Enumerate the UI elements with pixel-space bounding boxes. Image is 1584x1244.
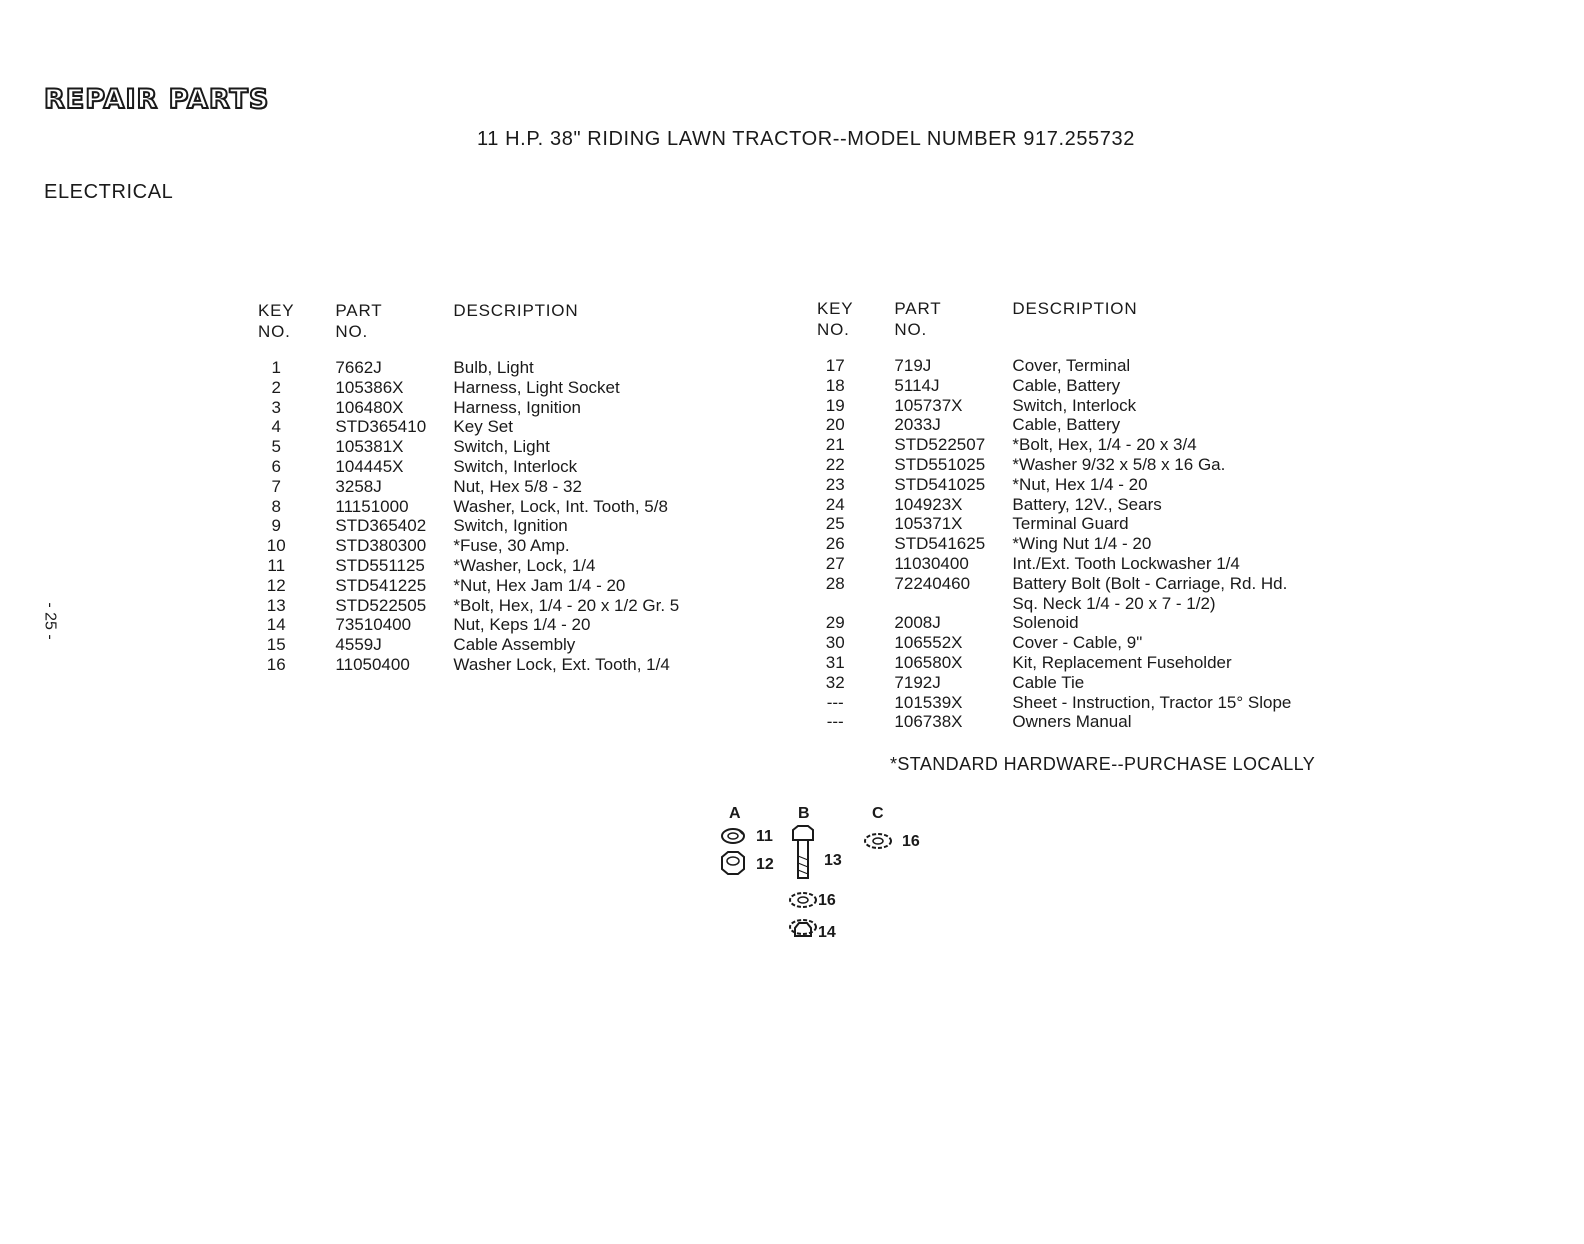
description-cell bbox=[1012, 534, 1291, 554]
parts-table-right bbox=[817, 298, 1291, 732]
part-no-cell: STD522507 bbox=[894, 435, 986, 455]
description-text: Cable, Battery bbox=[1012, 415, 1121, 435]
key-no-cell: 17 bbox=[825, 356, 845, 375]
key-no-cell: 26 bbox=[825, 534, 845, 554]
description-cell bbox=[1012, 653, 1291, 673]
key-no-cell: 6 bbox=[271, 456, 281, 476]
key-no-cell: 23 bbox=[825, 474, 845, 494]
standard-hardware-note: *STANDARD HARDWARE--PURCHASE LOCALLY bbox=[890, 754, 1316, 774]
description-cell bbox=[453, 635, 679, 655]
table-row bbox=[817, 396, 1291, 416]
description-cell bbox=[453, 417, 679, 437]
description-cell bbox=[453, 576, 679, 596]
table-row bbox=[817, 495, 1291, 515]
group-c-label: C bbox=[872, 805, 884, 822]
part-no-cell: 7192J bbox=[894, 672, 941, 692]
hardware-diagram-svg bbox=[700, 800, 940, 950]
description-header: DESCRIPTION bbox=[453, 301, 579, 320]
description-text: Cover, Terminal bbox=[1012, 356, 1131, 375]
description-cell bbox=[453, 655, 679, 675]
part-no-cell: STD522505 bbox=[335, 595, 427, 615]
key-no-cell: 8 bbox=[271, 496, 281, 516]
part-no-cell: 106738X bbox=[894, 712, 963, 732]
description-cell bbox=[453, 457, 679, 477]
key-no-cell: 5 bbox=[271, 437, 281, 457]
part-no-cell: 7662J bbox=[335, 358, 382, 377]
table-row bbox=[817, 455, 1291, 475]
description-text: Int./Ext. Tooth Lockwasher 1/4 bbox=[1012, 553, 1240, 573]
model-title: 11 H.P. 38" RIDING LAWN TRACTOR--MODEL NUMBER 917.255732 bbox=[477, 128, 1135, 150]
ext-tooth-washer-icon bbox=[865, 834, 891, 848]
table-row bbox=[258, 536, 679, 556]
key-no-cell: 3 bbox=[271, 397, 281, 417]
section-title: ELECTRICAL bbox=[44, 181, 174, 203]
key-no-cell: 15 bbox=[266, 635, 286, 655]
description-text-line2: Sq. Neck 1/4 - 20 x 7 - 1/2) bbox=[1012, 593, 1216, 613]
table-row bbox=[258, 477, 679, 497]
part-no-cell: STD365410 bbox=[335, 417, 427, 437]
description-cell bbox=[1012, 455, 1291, 475]
description-text: Harness, Light Socket bbox=[453, 377, 620, 397]
table-row bbox=[817, 514, 1291, 534]
key-no-cell: 19 bbox=[825, 395, 845, 415]
key-no-cell: 29 bbox=[825, 613, 845, 633]
description-text: Nut, Keps 1/4 - 20 bbox=[453, 615, 591, 635]
description-cell bbox=[1012, 633, 1291, 653]
description-cell bbox=[1012, 574, 1291, 614]
callout-12: 12 bbox=[756, 856, 774, 873]
key-no-cell: 16 bbox=[266, 654, 286, 674]
description-cell bbox=[1012, 435, 1291, 455]
callout-16-b: 16 bbox=[818, 892, 836, 909]
part-no-cell: 104923X bbox=[894, 494, 963, 514]
table-row bbox=[258, 516, 679, 536]
description-cell bbox=[453, 596, 679, 616]
parts-table-left bbox=[258, 300, 679, 675]
callout-13: 13 bbox=[824, 852, 842, 869]
description-text: Switch, Ignition bbox=[453, 516, 568, 536]
description-text: Kit, Replacement Fuseholder bbox=[1012, 652, 1232, 672]
table-row bbox=[817, 693, 1291, 713]
description-cell bbox=[1012, 514, 1291, 534]
table-row bbox=[817, 534, 1291, 554]
description-cell bbox=[453, 556, 679, 576]
key-no-cell: 9 bbox=[271, 516, 281, 536]
key-no-cell: 11 bbox=[267, 555, 286, 575]
description-text: Bulb, Light bbox=[453, 358, 534, 377]
description-cell bbox=[453, 378, 679, 398]
lock-washer-icon bbox=[722, 829, 744, 843]
description-cell bbox=[453, 497, 679, 517]
part-no-cell: 2033J bbox=[894, 415, 941, 435]
part-no-cell: 105381X bbox=[335, 437, 404, 457]
table-row bbox=[817, 633, 1291, 653]
key-no-header: KEY NO. bbox=[258, 301, 295, 341]
description-cell bbox=[453, 437, 679, 457]
part-no-cell: STD541225 bbox=[335, 575, 427, 595]
part-no-cell: STD551025 bbox=[894, 454, 986, 474]
description-cell bbox=[1012, 356, 1291, 376]
group-a-label: A bbox=[729, 805, 741, 822]
description-cell bbox=[453, 477, 679, 497]
description-text: *Washer 9/32 x 5/8 x 16 Ga. bbox=[1012, 454, 1226, 474]
description-text: Cable Tie bbox=[1012, 672, 1085, 692]
part-no-cell: 11151000 bbox=[335, 496, 409, 516]
description-text: Sheet - Instruction, Tractor 15° Slope bbox=[1012, 692, 1292, 712]
description-cell bbox=[1012, 613, 1291, 633]
hex-jam-nut-icon bbox=[722, 852, 744, 874]
part-no-cell: 101539X bbox=[894, 692, 963, 712]
description-text: *Bolt, Hex, 1/4 - 20 x 3/4 bbox=[1012, 435, 1197, 455]
key-no-cell: --- bbox=[826, 692, 844, 712]
key-no-cell: 20 bbox=[825, 415, 845, 435]
callout-11: 11 bbox=[756, 828, 773, 845]
description-cell bbox=[1012, 693, 1291, 713]
description-cell bbox=[453, 516, 679, 536]
table-row bbox=[258, 497, 679, 517]
description-text: Solenoid bbox=[1012, 613, 1079, 633]
description-text: Cable, Battery bbox=[1012, 375, 1121, 395]
description-text: Switch, Interlock bbox=[453, 456, 578, 476]
description-text: *Nut, Hex 1/4 - 20 bbox=[1012, 474, 1148, 494]
part-no-cell: STD541025 bbox=[894, 474, 986, 494]
key-no-cell: 21 bbox=[825, 435, 845, 455]
page-number: - 25 - bbox=[41, 602, 59, 640]
table-row bbox=[817, 356, 1291, 376]
table-row bbox=[817, 653, 1291, 673]
part-no-cell: STD541625 bbox=[894, 534, 986, 554]
description-text: Cover - Cable, 9" bbox=[1012, 633, 1143, 653]
description-cell bbox=[1012, 673, 1291, 693]
key-no-cell: --- bbox=[826, 712, 844, 732]
key-no-cell: 7 bbox=[271, 476, 281, 496]
part-no-cell: 4559J bbox=[335, 635, 382, 655]
key-no-cell: 30 bbox=[825, 633, 845, 653]
key-no-cell: 32 bbox=[825, 672, 845, 692]
table-row bbox=[258, 398, 679, 418]
description-cell bbox=[1012, 554, 1291, 574]
part-no-cell: STD380300 bbox=[335, 536, 427, 556]
description-text: *Wing Nut 1/4 - 20 bbox=[1012, 534, 1152, 554]
description-cell bbox=[1012, 396, 1291, 416]
table-row bbox=[258, 358, 679, 378]
table-row bbox=[817, 435, 1291, 455]
description-cell bbox=[453, 536, 679, 556]
key-no-cell: 22 bbox=[825, 454, 845, 474]
description-cell bbox=[453, 398, 679, 418]
key-no-cell: 27 bbox=[825, 553, 845, 573]
table-row bbox=[258, 576, 679, 596]
key-no-cell: 4 bbox=[271, 417, 281, 437]
key-no-cell: 1 bbox=[271, 358, 281, 377]
description-cell bbox=[1012, 495, 1291, 515]
description-header: DESCRIPTION bbox=[1012, 299, 1138, 318]
description-text: Battery Bolt (Bolt - Carriage, Rd. Hd. bbox=[1012, 573, 1288, 593]
description-text: Washer, Lock, Int. Tooth, 5/8 bbox=[453, 496, 668, 516]
part-no-cell: 106552X bbox=[894, 633, 963, 653]
part-no-cell: 5114J bbox=[894, 375, 940, 395]
description-text: *Nut, Hex Jam 1/4 - 20 bbox=[453, 575, 626, 595]
key-no-cell: 12 bbox=[266, 575, 286, 595]
description-text: Terminal Guard bbox=[1012, 514, 1129, 534]
description-text: *Bolt, Hex, 1/4 - 20 x 1/2 Gr. 5 bbox=[453, 595, 680, 615]
description-text: Owners Manual bbox=[1012, 712, 1132, 732]
key-no-cell: 24 bbox=[825, 494, 845, 514]
table-row bbox=[258, 596, 679, 616]
part-no-header: PART NO. bbox=[894, 299, 942, 339]
description-cell bbox=[1012, 376, 1291, 396]
table-row bbox=[258, 457, 679, 477]
table-row bbox=[258, 615, 679, 635]
table-row bbox=[817, 712, 1291, 732]
table-row bbox=[258, 556, 679, 576]
part-no-cell: 73510400 bbox=[335, 615, 412, 635]
part-no-cell: 11030400 bbox=[894, 553, 969, 573]
table-row bbox=[258, 378, 679, 398]
key-no-cell: 31 bbox=[825, 652, 845, 672]
description-text: Switch, Interlock bbox=[1012, 395, 1137, 415]
description-text: Key Set bbox=[453, 417, 513, 437]
description-cell bbox=[453, 358, 679, 378]
key-no-cell: 25 bbox=[825, 514, 845, 534]
part-no-cell: 106580X bbox=[894, 652, 963, 672]
description-text: Battery, 12V., Sears bbox=[1012, 494, 1162, 514]
description-text: Washer Lock, Ext. Tooth, 1/4 bbox=[453, 654, 670, 674]
part-no-cell: 105371X bbox=[894, 514, 963, 534]
description-text: Cable Assembly bbox=[453, 635, 576, 655]
group-b-label: B bbox=[798, 805, 810, 822]
table-row bbox=[258, 655, 679, 675]
description-text: *Fuse, 30 Amp. bbox=[453, 536, 570, 556]
part-no-cell: STD365402 bbox=[335, 516, 427, 536]
table-row bbox=[817, 475, 1291, 495]
description-cell bbox=[1012, 712, 1291, 732]
description-cell bbox=[1012, 475, 1291, 495]
part-no-cell: 104445X bbox=[335, 456, 404, 476]
part-no-cell: 719J bbox=[894, 356, 932, 375]
key-no-cell: 13 bbox=[266, 595, 286, 615]
part-no-cell: 105386X bbox=[335, 377, 404, 397]
key-no-cell: 10 bbox=[266, 536, 286, 556]
table-row bbox=[258, 437, 679, 457]
part-no-cell: 72240460 bbox=[894, 573, 971, 593]
description-text: Harness, Ignition bbox=[453, 397, 581, 417]
description-cell bbox=[453, 615, 679, 635]
hex-bolt-icon bbox=[793, 826, 813, 878]
description-text: *Washer, Lock, 1/4 bbox=[453, 555, 596, 575]
table-row bbox=[817, 554, 1291, 574]
part-no-cell: 11050400 bbox=[335, 654, 410, 674]
part-no-cell: STD551125 bbox=[335, 555, 425, 575]
hardware-diagram bbox=[700, 800, 940, 955]
part-no-cell: 2008J bbox=[894, 613, 941, 633]
part-no-cell: 105737X bbox=[894, 395, 963, 415]
key-no-cell: 18 bbox=[825, 375, 845, 395]
description-cell bbox=[1012, 415, 1291, 435]
keps-nut-icon bbox=[790, 920, 816, 936]
table-row bbox=[817, 415, 1291, 435]
table-row bbox=[258, 635, 679, 655]
part-no-cell: 106480X bbox=[335, 397, 404, 417]
part-no-header: PART NO. bbox=[335, 301, 383, 341]
key-no-header: KEY NO. bbox=[817, 299, 854, 339]
table-row bbox=[817, 613, 1291, 633]
table-row bbox=[817, 376, 1291, 396]
table-row bbox=[817, 673, 1291, 693]
key-no-cell: 2 bbox=[271, 377, 281, 397]
callout-16-c: 16 bbox=[902, 833, 920, 850]
description-text: Nut, Hex 5/8 - 32 bbox=[453, 476, 582, 496]
table-row bbox=[258, 417, 679, 437]
callout-14: 14 bbox=[818, 924, 836, 941]
ext-tooth-washer-icon bbox=[790, 893, 816, 907]
table-row bbox=[817, 574, 1291, 614]
key-no-cell: 28 bbox=[825, 573, 845, 593]
page-heading: REPAIR PARTS bbox=[44, 84, 270, 115]
key-no-cell: 14 bbox=[266, 615, 286, 635]
description-text: Switch, Light bbox=[453, 437, 550, 457]
part-no-cell: 3258J bbox=[335, 476, 382, 496]
